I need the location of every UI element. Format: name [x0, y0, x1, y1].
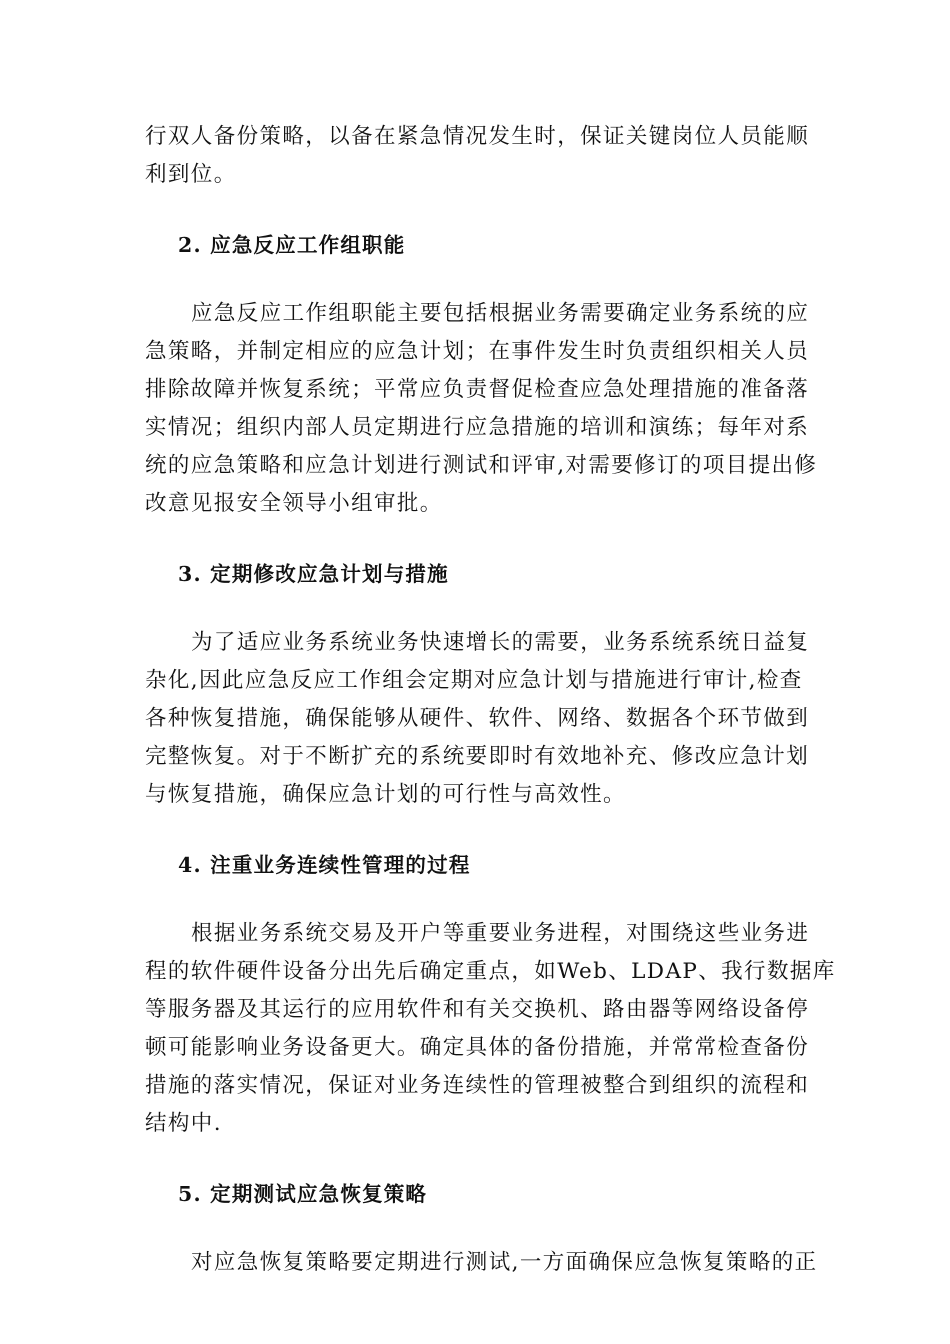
text-line: 杂化,因此应急反应工作组会定期对应急计划与措施进行审计,检查: [145, 668, 803, 693]
text-line: 为了适应业务系统业务快速增长的需要，业务系统系统日益复: [191, 630, 810, 655]
text-line: 顿可能影响业务设备更大。确定具体的备份措施，并常常检查备份: [145, 1035, 810, 1060]
section-5-paragraph: [145, 1244, 818, 1282]
text-line: 排除故障并恢复系统；平常应负责督促检查应急处理措施的准备落: [145, 377, 810, 402]
text-line: 完整恢复。对于不断扩充的系统要即时有效地补充、修改应急计划: [145, 744, 810, 769]
document-page: [145, 118, 836, 1282]
text-line: 各种恢复措施，确保能够从硬件、软件、网络、数据各个环节做到: [145, 706, 810, 731]
section-heading-3: 3. 定期修改应急计划与措施: [178, 562, 449, 586]
section-3-paragraph: [145, 624, 810, 814]
text-line: 行双人备份策略，以备在紧急情况发生时，保证关键岗位人员能顺: [145, 124, 810, 149]
text-line: 措施的落实情况，保证对业务连续性的管理被整合到组织的流程和: [145, 1073, 810, 1098]
text-line: 等服务器及其运行的应用软件和有关交换机、路由器等网络设备停: [145, 997, 810, 1022]
text-line: 与恢复措施，确保应急计划的可行性与高效性。: [145, 782, 626, 807]
text-line: 统的应急策略和应急计划进行测试和评审,对需要修订的项目提出修: [145, 453, 818, 478]
section-4-paragraph: [145, 915, 836, 1143]
section-heading-2: 2. 应急反应工作组职能: [178, 233, 406, 257]
text-line: 根据业务系统交易及开户等重要业务进程，对围绕这些业务进: [191, 921, 810, 946]
text-line: 结构中.: [145, 1111, 222, 1136]
section-2-paragraph: [145, 295, 818, 523]
text-line: 实情况；组织内部人员定期进行应急措施的培训和演练；每年对系: [145, 415, 810, 440]
section-heading-4: 4. 注重业务连续性管理的过程: [178, 853, 471, 877]
intro-paragraph: [145, 118, 810, 194]
text-line: 改意见报安全领导小组审批。: [145, 491, 443, 516]
text-line: 程的软件硬件设备分出先后确定重点，如Web、LDAP、我行数据库: [145, 959, 836, 984]
text-line: 对应急恢复策略要定期进行测试,一方面确保应急恢复策略的正: [191, 1250, 818, 1275]
text-line: 急策略，并制定相应的应急计划；在事件发生时负责组织相关人员: [145, 339, 810, 364]
section-heading-5: 5. 定期测试应急恢复策略: [178, 1182, 428, 1206]
text-line: 应急反应工作组职能主要包括根据业务需要确定业务系统的应: [191, 301, 810, 326]
text-line: 利到位。: [145, 162, 237, 187]
